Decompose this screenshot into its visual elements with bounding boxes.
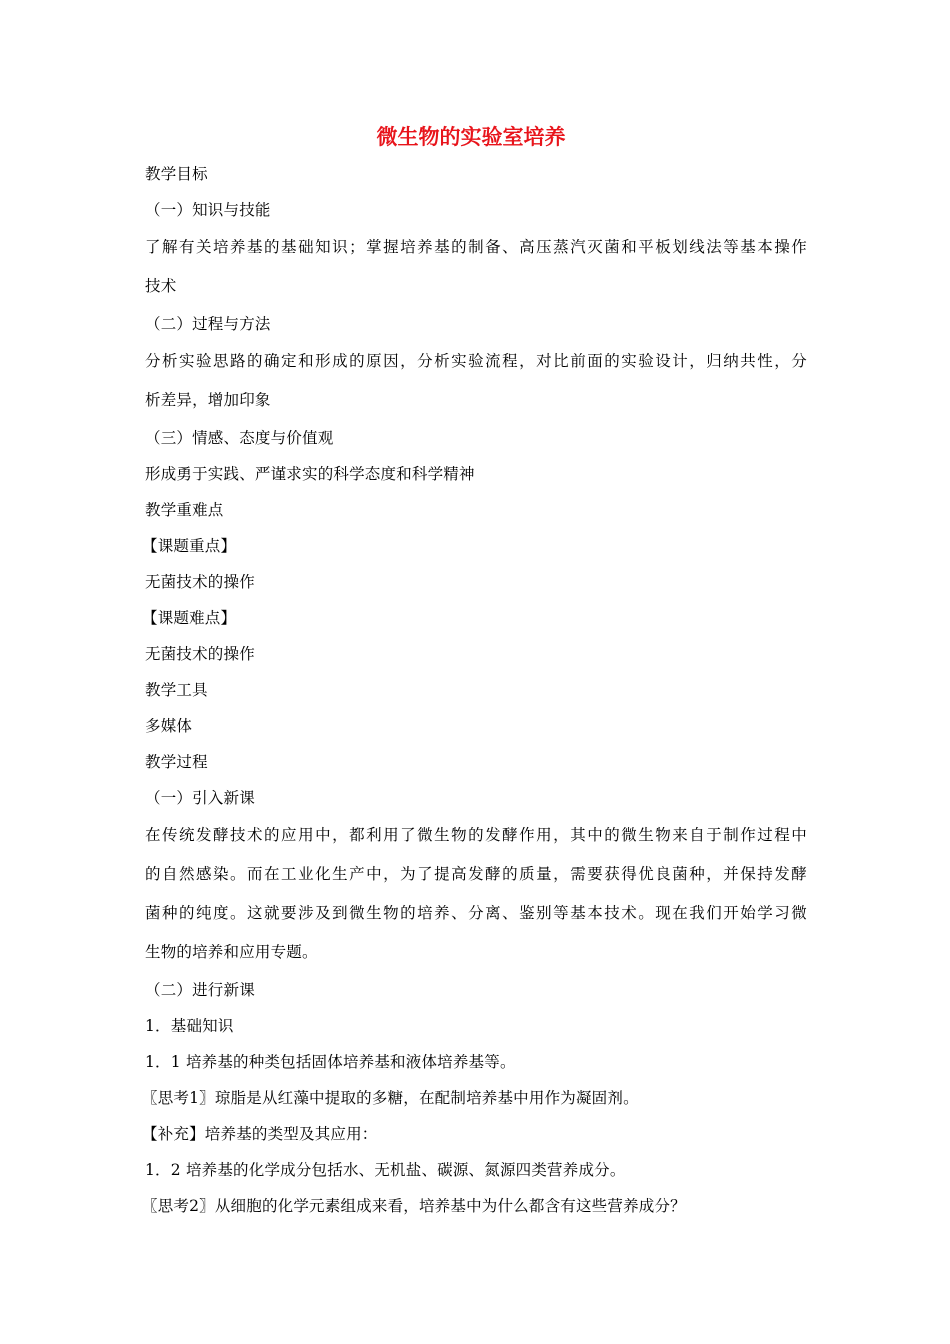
text-line: 在传统发酵技术的应用中，都利用了微生物的发酵作用，其中的微生物来自于制作过程中	[145, 826, 807, 844]
numbered-heading: 1．基础知识	[145, 1017, 234, 1035]
paragraph-knowledge	[145, 228, 807, 306]
text-line: 菌种的纯度。这就要涉及到微生物的培养、分离、鉴别等基本技术。现在我们开始学习微	[145, 904, 807, 922]
subheading-attitude-values: （三）情感、态度与价值观	[145, 429, 334, 447]
text-line: 分析实验思路的确定和形成的原因，分析实验流程，对比前面的实验设计，归纳共性，分	[145, 352, 807, 370]
section-heading-objectives: 教学目标	[145, 165, 208, 183]
text-line: 多媒体	[145, 717, 193, 735]
paragraph-process	[145, 342, 807, 420]
text-line: 了解有关培养基的基础知识；掌握培养基的制备、高压蒸汽灭菌和平板划线法等基本操作	[145, 238, 807, 256]
subheading-new-lesson: （二）进行新课	[145, 981, 255, 999]
numbered-item: 1．1 培养基的种类包括固体培养基和液体培养基等。	[145, 1053, 516, 1071]
text-line: 析差异，增加印象	[145, 391, 271, 409]
subheading-introduction: （一）引入新课	[145, 789, 255, 807]
subheading-key-point: 【课题重点】	[142, 537, 237, 555]
think-item: 〖思考1〗琼脂是从红藻中提取的多糖，在配制培养基中用作为凝固剂。	[142, 1089, 639, 1107]
text-line: 生物的培养和应用专题。	[145, 943, 318, 961]
think-item: 〖思考2〗从细胞的化学元素组成来看，培养基中为什么都含有这些营养成分？	[142, 1197, 686, 1215]
section-heading-process: 教学过程	[145, 753, 208, 771]
document-title: 微生物的实验室培养	[376, 124, 566, 149]
document-body	[142, 120, 807, 1224]
text-line: 无菌技术的操作	[145, 573, 255, 591]
text-line: 无菌技术的操作	[145, 645, 255, 663]
text-line: 形成勇于实践、严谨求实的科学态度和科学精神	[145, 465, 475, 483]
subheading-process-method: （二）过程与方法	[145, 315, 271, 333]
paragraph-introduction	[145, 816, 807, 972]
supplement-item: 【补充】培养基的类型及其应用：	[142, 1125, 378, 1143]
subheading-difficulty: 【课题难点】	[142, 609, 237, 627]
section-heading-tools: 教学工具	[145, 681, 208, 699]
text-line: 技术	[145, 277, 177, 295]
numbered-item: 1．2 培养基的化学成分包括水、无机盐、碳源、氮源四类营养成分。	[145, 1161, 626, 1179]
section-heading-key-points: 教学重难点	[145, 501, 224, 519]
subheading-knowledge-skills: （一）知识与技能	[145, 201, 271, 219]
text-line: 的自然感染。而在工业化生产中，为了提高发酵的质量，需要获得优良菌种，并保持发酵	[145, 865, 807, 883]
